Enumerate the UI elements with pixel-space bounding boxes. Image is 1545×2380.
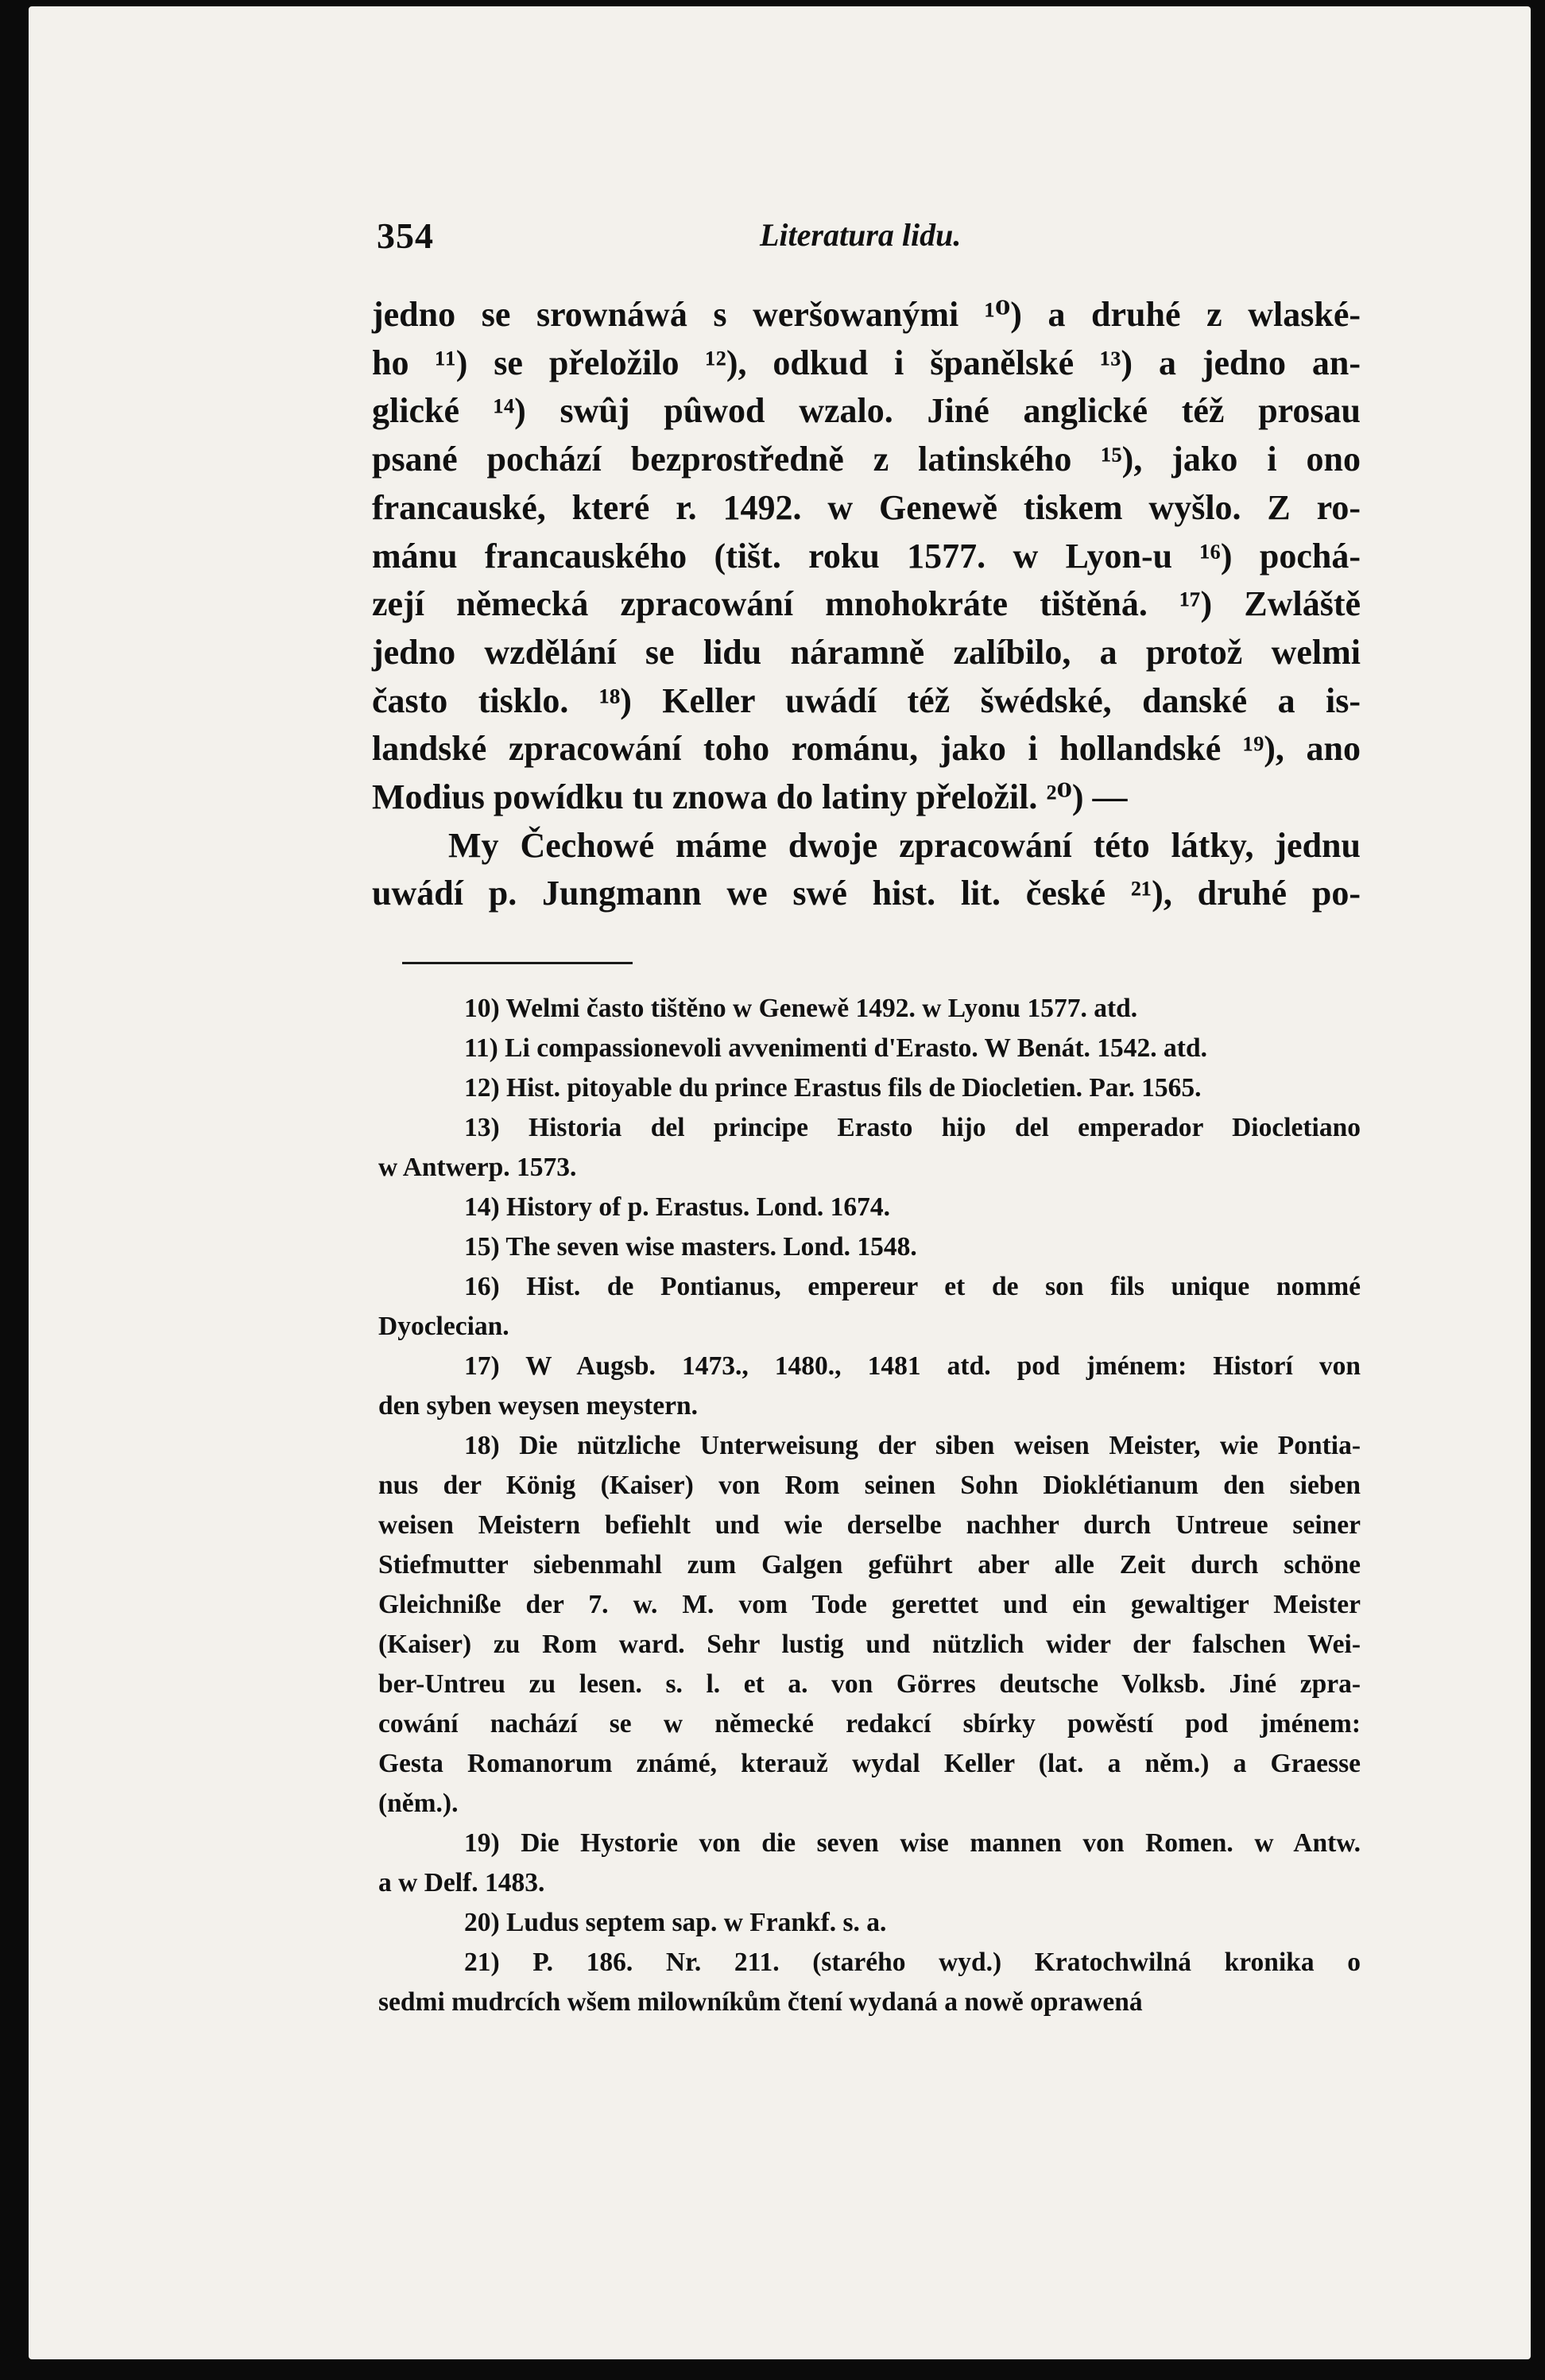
footnote (378, 1903, 1361, 1943)
footnote-line: 11) Li compassionevoli avvenimenti d'Erasto. W Benát. 1542. atd. (464, 1033, 1207, 1063)
footnote-line: 21) P. 186. Nr. 211. (starého wyd.) Kratochwilná kronika o (464, 1948, 1361, 1977)
footnote (378, 1068, 1361, 1108)
book-page (29, 6, 1531, 2359)
footnote-line: cowání nachází se w německé redakcí sbírky powěstí pod jménem: (378, 1709, 1361, 1738)
footnote-line: 13) Historia del principe Erasto hijo del emperador Diocletiano (464, 1113, 1361, 1142)
footnote (378, 1227, 1361, 1267)
text-line: mánu francauského (tišt. roku 1577. w Lyon-u ¹⁶) pochá- (372, 536, 1361, 576)
main-text (372, 291, 1361, 918)
footnote (378, 1824, 1361, 1903)
footnote-line: w Antwerp. 1573. (378, 1153, 577, 1182)
footnote-line: Stiefmutter siebenmahl zum Galgen geführt aber alle Zeit durch schöne (378, 1550, 1361, 1580)
footnote-line: 20) Ludus septem sap. w Frankf. s. a. (464, 1908, 887, 1937)
text-line: jedno se srownáwá s weršowanými ¹⁰) a druhé z wlaské- (372, 295, 1361, 334)
footnote-line: 17) W Augsb. 1473., 1480., 1481 atd. pod jménem: Historí von (464, 1351, 1361, 1381)
text-line: ho ¹¹) se přeložilo ¹²), odkud i španělské ¹³) a jedno an- (372, 343, 1361, 382)
footnote-line: (Kaiser) zu Rom ward. Sehr lustig und nützlich wider der falschen Wei- (378, 1630, 1361, 1659)
text-line: Modius powídku tu znowa do latiny přeložil. ²⁰) — (372, 777, 1128, 817)
footnote (378, 1188, 1361, 1227)
footnote-line: weisen Meistern befiehlt und wie derselbe nachher durch Untreue seiner (378, 1510, 1361, 1540)
footnote (378, 1108, 1361, 1188)
page-header (377, 215, 1354, 262)
page-number: 354 (377, 215, 434, 256)
text-line: zejí německá zpracowání mnohokráte tištěná. ¹⁷) Zwláště (372, 584, 1361, 624)
footnote-line: Dyoclecian. (378, 1312, 509, 1341)
footnote-line: nus der König (Kaiser) von Rom seinen Sohn Dioklétianum den sieben (378, 1471, 1361, 1500)
footnote-line: 10) Welmi často tištěno w Genewě 1492. w Lyonu 1577. atd. (464, 994, 1138, 1023)
running-title: Literatura lidu. (760, 217, 962, 253)
text-line: glické ¹⁴) swûj pûwod wzalo. Jiné anglické též prosau (372, 391, 1361, 431)
footnote-line: sedmi mudrcích wšem milowníkům čtení wydaná a nowě oprawená (378, 1987, 1143, 2017)
footnote (378, 1267, 1361, 1347)
footnote (378, 1347, 1361, 1426)
footnote-line: ber-Untreu zu lesen. s. l. et a. von Görres deutsche Volksb. Jiné zpra- (378, 1669, 1361, 1699)
footnote (378, 1943, 1361, 2022)
footnote-line: den syben weysen meystern. (378, 1391, 698, 1421)
footnote (378, 989, 1361, 1029)
footnote-line: 14) History of p. Erastus. Lond. 1674. (464, 1192, 891, 1222)
footnote-line: 16) Hist. de Pontianus, empereur et de son fils unique nommé (464, 1272, 1361, 1301)
footnote-line: 19) Die Hystorie von die seven wise mannen von Romen. w Antw. (464, 1828, 1361, 1858)
footnote (378, 1029, 1361, 1068)
text-line: psané pochází bezprostředně z latinského ¹⁵), jako i ono (372, 440, 1361, 479)
text-line: My Čechowé máme dwoje zpracowání této látky, jednu (448, 825, 1361, 865)
footnotes (378, 989, 1361, 2022)
footnote-line: 15) The seven wise masters. Lond. 1548. (464, 1232, 917, 1262)
footnote-line: Gleichniße der 7. w. M. vom Tode gerettet und ein gewaltiger Meister (378, 1590, 1361, 1619)
footnote-line: a w Delf. 1483. (378, 1868, 545, 1897)
footnote-line: 12) Hist. pitoyable du prince Erastus fils de Diocletien. Par. 1565. (464, 1073, 1202, 1103)
footnote-line: (něm.). (378, 1789, 459, 1818)
footnote (378, 1426, 1361, 1824)
text-line: často tisklo. ¹⁸) Keller uwádí též šwédské, danské a is- (372, 680, 1361, 720)
footnote-line: 18) Die nützliche Unterweisung der siben weisen Meister, wie Pontia- (464, 1431, 1361, 1460)
text-line: francauské, které r. 1492. w Genewě tiskem wyšlo. Z ro- (372, 487, 1361, 527)
text-line: landské zpracowání toho románu, jako i hollandské ¹⁹), ano (372, 729, 1361, 769)
footnote-line: Gesta Romanorum známé, kterauž wydal Keller (lat. a něm.) a Graesse (378, 1749, 1361, 1778)
text-line: jedno wzdělání se lidu náramně zalíbilo, a protož welmi (372, 632, 1361, 672)
text-line: uwádí p. Jungmann we swé hist. lit. české ²¹), druhé po- (372, 874, 1361, 913)
footnote-separator (402, 962, 633, 964)
